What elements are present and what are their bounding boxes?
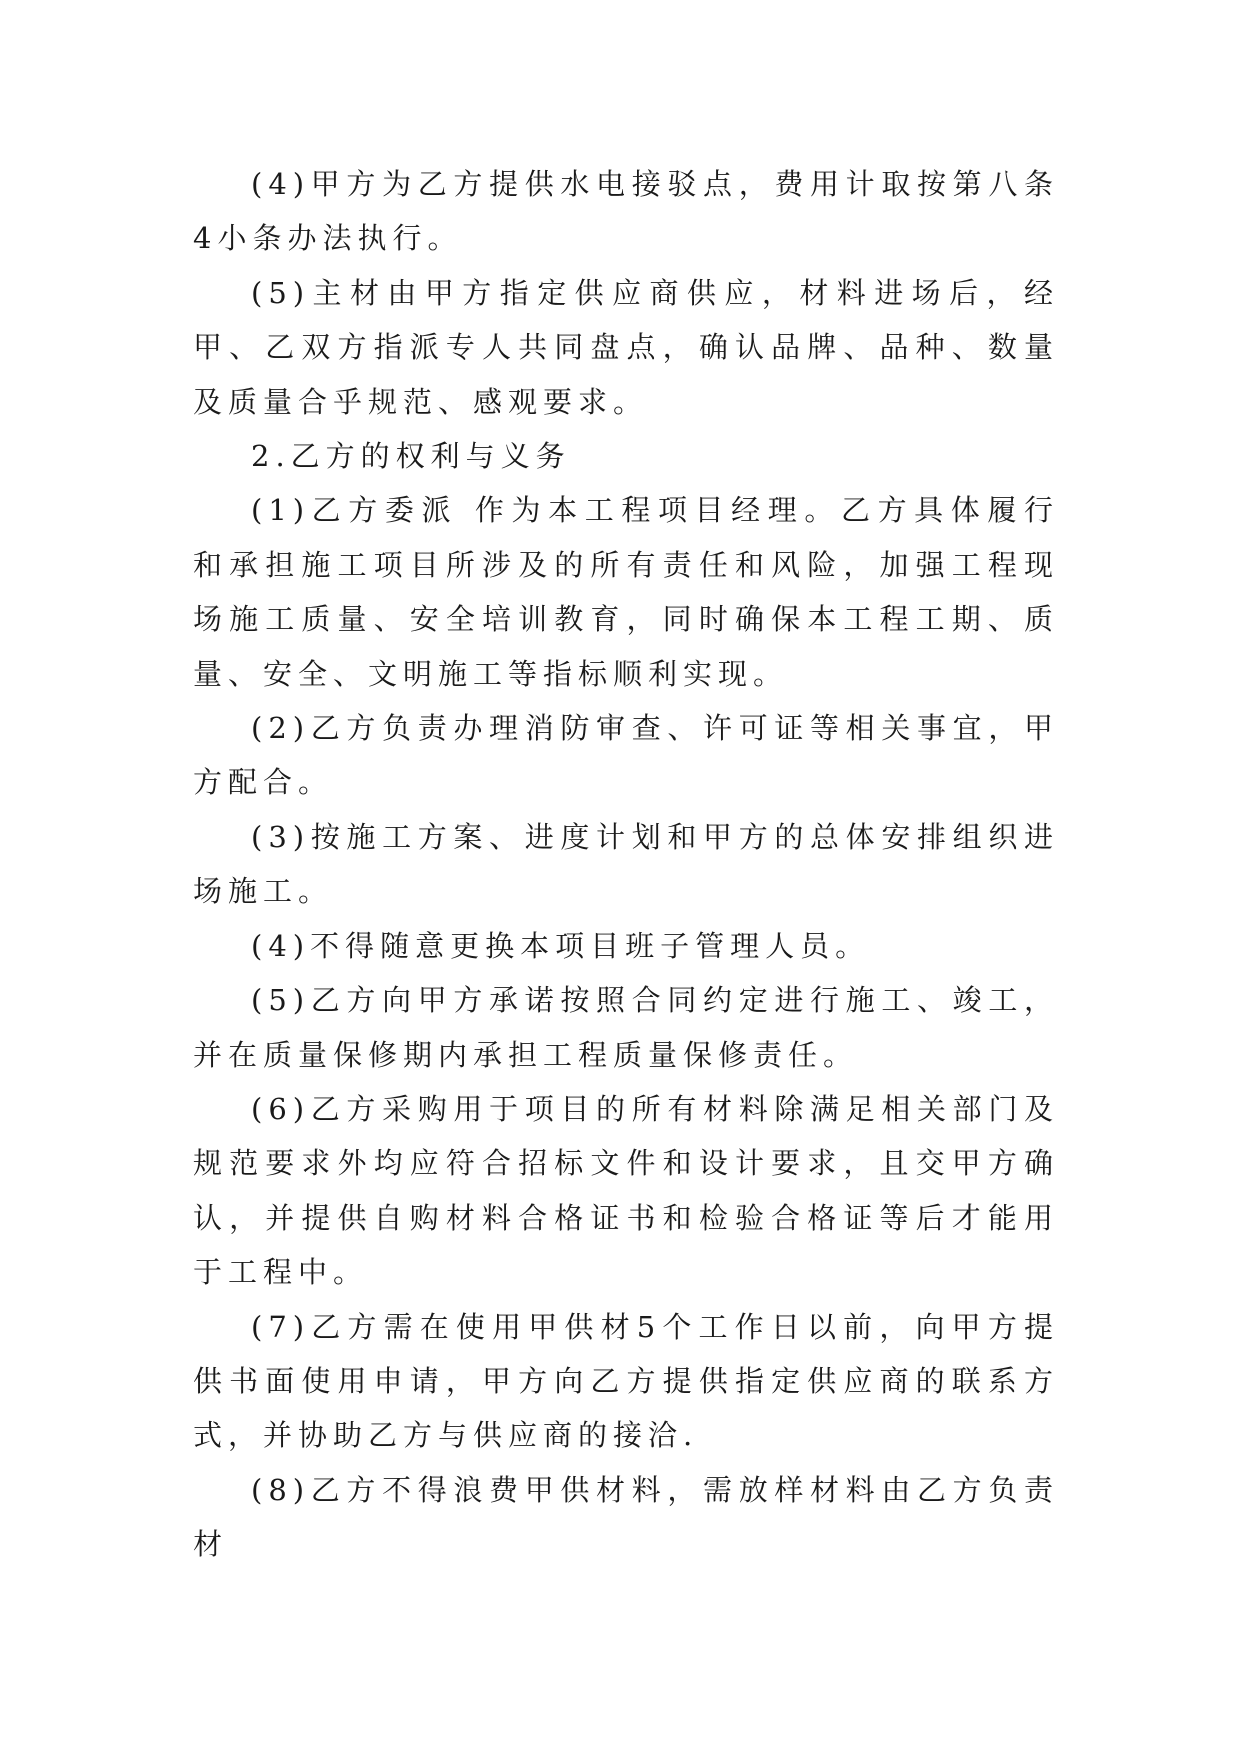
paragraph-b7-supplier-request: (7)乙方需在使用甲供材5个工作日以前，向甲方提供书面使用申请，甲方向乙方提供指定供应商的联系方式，并协助乙方与供应商的接洽. — [193, 1309, 1059, 1453]
document-body — [193, 157, 1059, 1572]
paragraph-b8-material-waste: (8)乙方不得浪费甲供材料，需放样材料由乙方负责材 — [193, 1472, 1059, 1562]
paragraph-b5-warranty: (5)乙方向甲方承诺按照合同约定进行施工、竣工，并在质量保修期内承担工程质量保修责任。 — [193, 983, 1059, 1072]
paragraph-b6-material-procurement: (6)乙方采购用于项目的所有材料除满足相关部门及规范要求外均应符合招标文件和设计要求，且交甲方确认，并提供自购材料合格证书和检验合格证等后才能用于工程中。 — [193, 1091, 1059, 1290]
paragraph-4-utility-connection: (4)甲方为乙方提供水电接驳点，费用计取按第八条4小条办法执行。 — [193, 167, 1059, 256]
paragraph-5-main-materials: (5)主材由甲方指定供应商供应，材料进场后，经甲、乙双方指派专人共同盘点，确认品牌、品种、数量及质量合乎规范、感观要求。 — [193, 275, 1059, 419]
paragraph-b3-construction-plan: (3)按施工方案、进度计划和甲方的总体安排组织进场施工。 — [193, 819, 1059, 909]
paragraph-b4-personnel: (4)不得随意更换本项目班子管理人员。 — [251, 928, 871, 963]
section-heading-party-b-rights: 2.乙方的权利与义务 — [251, 439, 571, 474]
paragraph-b2-fire-permits: (2)乙方负责办理消防审查、许可证等相关事宜，甲方配合。 — [193, 711, 1059, 800]
paragraph-b1-project-manager: (1)乙方委派 作为本工程项目经理。乙方具体履行和承担施工项目所涉及的所有责任和风险，加强工程现场施工质量、安全培训教育，同时确保本工程工期、质量、安全、文明施工等指标顺利实现。 — [193, 493, 1059, 691]
